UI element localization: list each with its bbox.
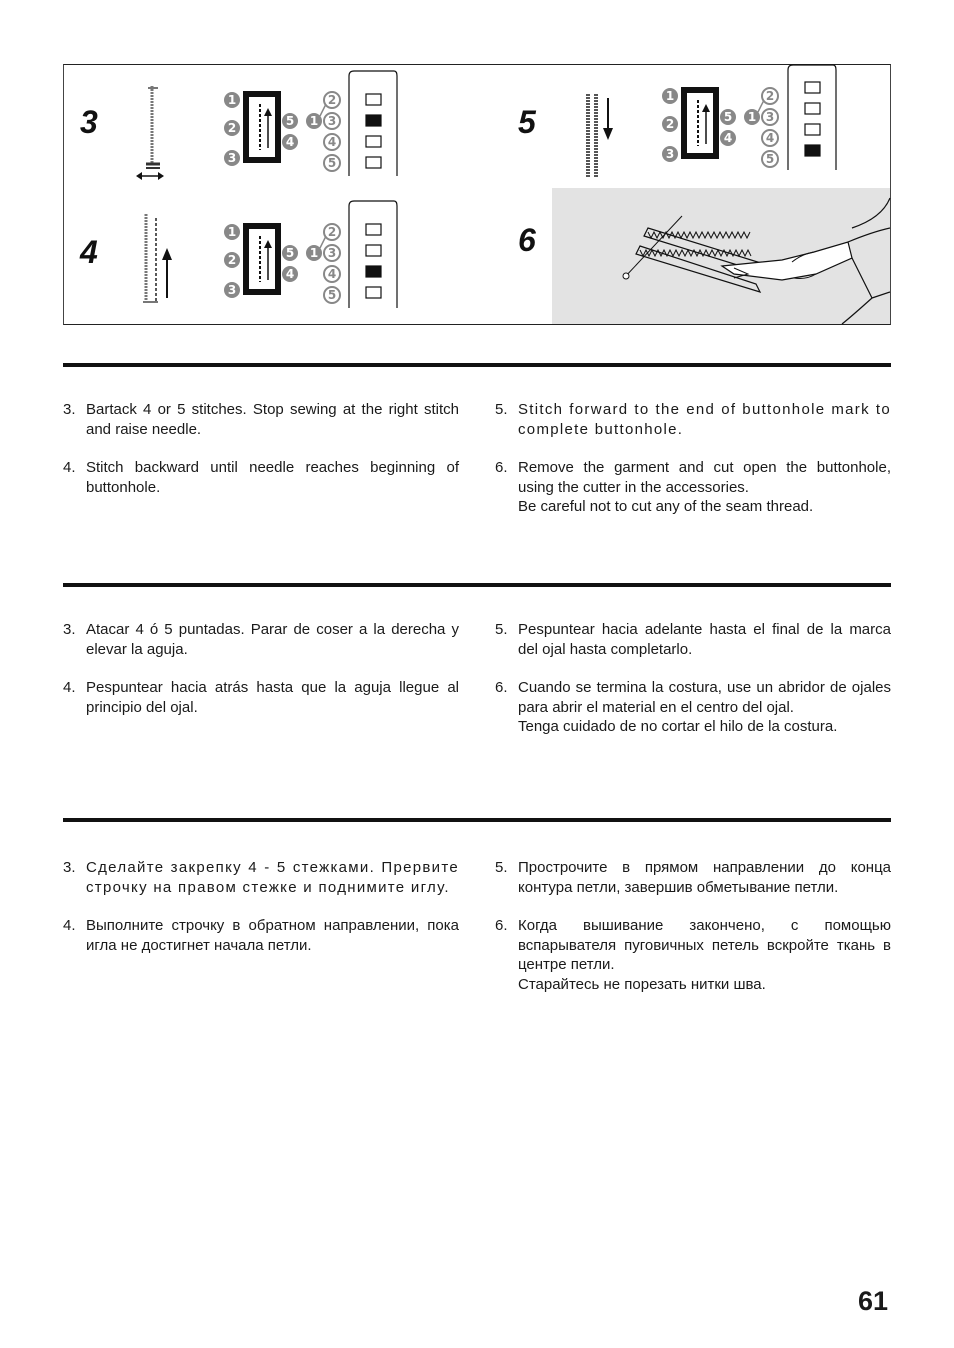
item-text: Выполните строчку в обратном направлении, пока игла не достигнет начала петли. bbox=[86, 917, 459, 954]
item-number: 3. bbox=[63, 859, 76, 876]
indicator-square bbox=[366, 136, 381, 147]
dial-number-1: 1 bbox=[227, 93, 237, 107]
instruction-item bbox=[495, 400, 891, 439]
step-label-4: 4 bbox=[80, 234, 98, 270]
indicator-square bbox=[366, 287, 381, 298]
step-label-3: 3 bbox=[80, 104, 98, 140]
section-divider-english bbox=[63, 363, 891, 367]
instruction-item bbox=[495, 620, 891, 659]
indicator-square-active bbox=[366, 266, 381, 277]
item-number: 4. bbox=[63, 917, 76, 934]
step5-stitch-sample-icon bbox=[578, 90, 618, 184]
item-text: Bartack 4 or 5 stitches. Stop sewing at the right stitch and raise needle. bbox=[86, 401, 459, 438]
dial-number-5: 5 bbox=[285, 246, 295, 260]
dial-number-4: 4 bbox=[285, 267, 295, 281]
english-left-column bbox=[63, 400, 459, 516]
dial-number-5: 5 bbox=[285, 114, 295, 128]
dial-number-2: 2 bbox=[227, 121, 237, 135]
step5-buttonhole-dial-diagram bbox=[660, 86, 786, 166]
english-right-column bbox=[495, 400, 891, 536]
dial-number-3: 3 bbox=[765, 110, 775, 124]
step3-buttonhole-dial-diagram bbox=[222, 90, 348, 170]
dial-number-2: 2 bbox=[327, 93, 337, 107]
item-number: 4. bbox=[63, 459, 76, 476]
dial-number-5: 5 bbox=[327, 156, 337, 170]
indicator-square bbox=[366, 157, 381, 168]
item-text: Stitch backward until needle reaches beginning of buttonhole. bbox=[86, 459, 459, 496]
indicator-square-active bbox=[805, 145, 820, 156]
dial-number-5: 5 bbox=[765, 152, 775, 166]
dial-number-3: 3 bbox=[327, 114, 337, 128]
indicator-square bbox=[805, 103, 820, 114]
dial-number-3: 3 bbox=[665, 147, 675, 161]
indicator-square bbox=[805, 124, 820, 135]
dial-number-4: 4 bbox=[723, 131, 733, 145]
item-text: Be careful not to cut any of the seam thread. bbox=[518, 498, 814, 515]
page-number: 61 bbox=[858, 1286, 889, 1316]
item-text: Старайтесь не порезать нитки шва. bbox=[518, 975, 766, 993]
dial-number-3: 3 bbox=[227, 283, 237, 297]
dial-number-1: 1 bbox=[747, 110, 757, 124]
instruction-item bbox=[495, 678, 891, 737]
dial-number-2: 2 bbox=[665, 117, 675, 131]
step3-pattern-indicator bbox=[348, 70, 400, 178]
instruction-item bbox=[495, 458, 891, 517]
item-number: 6. bbox=[495, 917, 508, 934]
dial-number-1: 1 bbox=[309, 114, 319, 128]
instruction-item bbox=[63, 458, 459, 497]
item-number: 6. bbox=[495, 459, 508, 476]
step4-buttonhole-dial-diagram bbox=[222, 222, 348, 302]
item-number: 5. bbox=[495, 401, 508, 418]
dial-number-2: 2 bbox=[765, 89, 775, 103]
seam-ripper-cutting-buttonhole-illustration bbox=[552, 188, 890, 324]
russian-right-column bbox=[495, 858, 891, 1013]
dial-number-1: 1 bbox=[665, 89, 675, 103]
item-text: Pespuntear hacia atrás hasta que la aguja llegue al principio del ojal. bbox=[86, 679, 459, 716]
dial-number-3: 3 bbox=[227, 151, 237, 165]
step3-stitch-sample-icon bbox=[130, 82, 170, 186]
item-number: 5. bbox=[495, 859, 508, 876]
indicator-square bbox=[366, 94, 381, 105]
instruction-item bbox=[495, 916, 891, 994]
step5-pattern-indicator bbox=[787, 64, 839, 172]
dial-number-1: 1 bbox=[227, 225, 237, 239]
item-number: 3. bbox=[63, 621, 76, 638]
item-text: Pespuntear hacia adelante hasta el final de la marca del ojal hasta completarlo. bbox=[518, 621, 891, 658]
item-text: Tenga cuidado de no cortar el hilo de la costura. bbox=[518, 718, 838, 735]
item-text: Cuando se termina la costura, use un abridor de ojales para abrir el material en el centro del ojal. bbox=[518, 679, 891, 716]
instruction-item bbox=[63, 858, 459, 897]
dial-number-4: 4 bbox=[285, 135, 295, 149]
section-divider-spanish bbox=[63, 583, 891, 587]
dial-number-5: 5 bbox=[327, 288, 337, 302]
item-text: Сделайте закрепку 4 - 5 стежками. Прервите строчку на правом стежке и поднимите иглу. bbox=[86, 859, 459, 896]
instruction-item bbox=[63, 916, 459, 955]
step4-pattern-indicator bbox=[348, 200, 400, 310]
item-number: 4. bbox=[63, 679, 76, 696]
item-text: Когда вышивание закончено, с помощью вспарывателя пуговичных петель вскройте ткань в центре петли. bbox=[518, 917, 891, 973]
dial-number-4: 4 bbox=[765, 131, 775, 145]
item-text: Прострочите в прямом направлении до конца контура петли, завершив обметывание петли. bbox=[518, 859, 891, 896]
spanish-left-column bbox=[63, 620, 459, 736]
indicator-square-active bbox=[366, 115, 381, 126]
indicator-square bbox=[805, 82, 820, 93]
spanish-right-column bbox=[495, 620, 891, 756]
dial-number-1: 1 bbox=[309, 246, 319, 260]
dial-number-3: 3 bbox=[327, 246, 337, 260]
item-text: Remove the garment and cut open the buttonhole, using the cutter in the accessories. bbox=[518, 459, 891, 496]
dial-number-2: 2 bbox=[327, 225, 337, 239]
dial-number-5: 5 bbox=[723, 110, 733, 124]
step-label-5: 5 bbox=[518, 104, 536, 140]
dial-number-2: 2 bbox=[227, 253, 237, 267]
indicator-square bbox=[366, 245, 381, 256]
dial-number-4: 4 bbox=[327, 135, 337, 149]
item-number: 6. bbox=[495, 679, 508, 696]
step4-stitch-sample-icon bbox=[138, 210, 178, 308]
instruction-item bbox=[495, 858, 891, 897]
item-text: Atacar 4 ó 5 puntadas. Parar de coser a la derecha y elevar la aguja. bbox=[86, 621, 459, 658]
item-text: Stitch forward to the end of buttonhole mark to complete buttonhole. bbox=[518, 401, 891, 438]
indicator-square bbox=[366, 224, 381, 235]
instruction-item bbox=[63, 400, 459, 439]
item-number: 5. bbox=[495, 621, 508, 638]
dial-number-4: 4 bbox=[327, 267, 337, 281]
instruction-item bbox=[63, 620, 459, 659]
step-label-6: 6 bbox=[518, 222, 536, 258]
instruction-item bbox=[63, 678, 459, 717]
section-divider-russian bbox=[63, 818, 891, 822]
item-number: 3. bbox=[63, 401, 76, 418]
russian-left-column bbox=[63, 858, 459, 974]
